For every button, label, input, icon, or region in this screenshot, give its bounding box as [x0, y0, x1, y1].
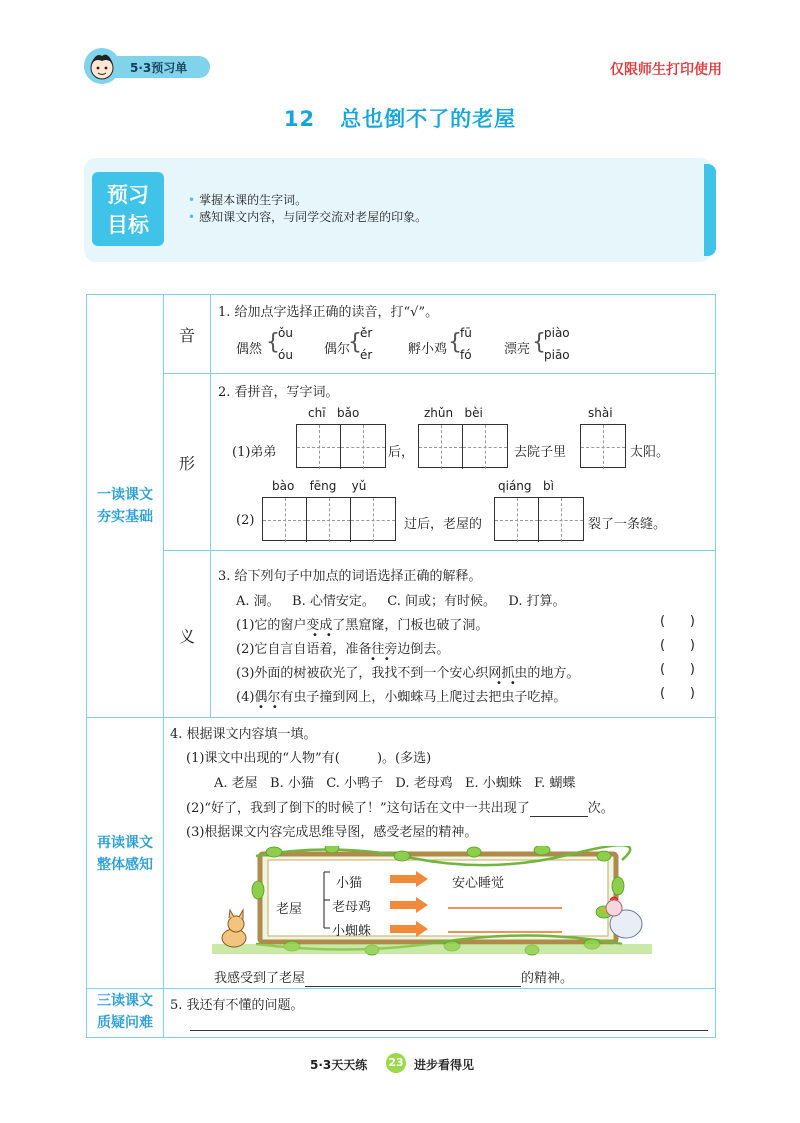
q1-word: 偶尔	[324, 342, 351, 357]
write-square[interactable]	[341, 425, 385, 469]
goal-tag-line2: 目标	[107, 213, 149, 237]
q4-prompt: 4. 根据课文内容填一填。	[170, 727, 317, 742]
q1-opt-b[interactable]: fó	[460, 348, 472, 362]
sub-xing: 形	[178, 454, 195, 473]
q2-pinyin: shài	[588, 406, 613, 420]
goal-item: • 掌握本课的生字词。	[188, 193, 308, 207]
answer-line[interactable]	[190, 1030, 708, 1031]
q2-text: (2)	[236, 513, 255, 528]
q3-sentence: (3)外面的树被砍光了，我找不到一个安心织网抓虫的地方。	[236, 666, 580, 681]
q3-sentence: (2)它自言自语着，准备往旁边倒去。	[236, 642, 450, 657]
q3-sentence: (1)它的窗户变成了黑窟窿，门板也破了洞。	[236, 618, 489, 633]
emphasis-dots: ••	[312, 630, 340, 641]
page-title: 12 总也倒不了的老屋	[283, 107, 517, 131]
q2-pinyin: qiáng bì	[498, 479, 554, 493]
goal-item: • 感知课文内容，与同学交流对老屋的印象。	[188, 210, 428, 224]
sub-yi: 义	[178, 627, 195, 646]
q2-text: 太阳。	[630, 445, 670, 460]
answer-paren[interactable]: ( )	[660, 614, 695, 629]
answer-paren[interactable]: ( )	[660, 686, 695, 701]
write-square[interactable]	[495, 498, 539, 542]
emphasis-dots: ••	[258, 702, 286, 713]
footer-left: 5·3天天练	[310, 1058, 368, 1072]
answer-paren[interactable]: ( )	[660, 662, 695, 677]
q1-opt-a[interactable]: piào	[544, 326, 570, 340]
q1-word: 孵小鸡	[408, 342, 448, 357]
q4-part2: (2)“好了，我到了倒下的时候了！”这句话在文中一共出现了 次。	[186, 801, 614, 816]
goal-tag-line1: 预习	[107, 183, 149, 207]
brand-label: 5·3预习单	[130, 61, 188, 75]
q1-opt-b[interactable]: ér	[360, 348, 373, 362]
q4-part1: (1)课文中出现的“人物”有( )。(多选)	[186, 751, 432, 766]
q1-word: 偶然	[236, 342, 263, 357]
q2-pinyin: zhǔn bèi	[424, 406, 483, 420]
map-cat-result: 安心睡觉	[452, 876, 505, 891]
answer-paren[interactable]: ( )	[660, 638, 695, 653]
q4-feel: 我感受到了老屋 的精神。	[214, 971, 574, 986]
print-note: 仅限师生打印使用	[610, 62, 722, 78]
bullet-icon: •	[188, 193, 196, 207]
goal-tag-text	[97, 180, 159, 240]
answer-blank[interactable]	[530, 801, 588, 817]
q1-opt-a[interactable]: ěr	[360, 326, 373, 340]
footer-right: 进步看得见	[414, 1058, 475, 1072]
write-square[interactable]	[263, 498, 307, 542]
write-box[interactable]	[580, 424, 626, 468]
q1-opt-b[interactable]: piāo	[544, 348, 570, 362]
q1-opt-a[interactable]: ǒu	[278, 326, 293, 340]
q2-text: (1)弟弟	[232, 445, 277, 460]
write-square[interactable]	[419, 425, 463, 469]
answer-blank[interactable]	[305, 971, 521, 987]
q3-options: A. 洞。 B. 心情安定。 C. 间或；有时候。 D. 打算。	[236, 594, 566, 609]
goal-panel-edge	[704, 164, 716, 256]
map-root: 老屋	[276, 902, 303, 917]
q2-text: 裂了一条缝。	[588, 517, 667, 532]
section-read2-label: 再读课文 整体感知	[97, 835, 153, 873]
brace-icon: {	[448, 330, 462, 355]
q2-pinyin: bào fēng yǔ	[272, 479, 367, 493]
q2-pinyin: chī bǎo	[308, 406, 360, 420]
brace-icon: {	[266, 330, 280, 355]
arrow-icon	[390, 871, 428, 937]
section-read3-label: 三读课文 质疑问难	[97, 993, 153, 1031]
goal-list	[188, 192, 427, 226]
page-number: 23	[386, 1053, 406, 1073]
map-hen: 老母鸡	[332, 900, 372, 915]
write-square[interactable]	[297, 425, 341, 469]
write-square[interactable]	[463, 425, 507, 469]
sub-yin: 音	[178, 326, 195, 345]
cat-icon	[222, 910, 246, 947]
write-square[interactable]	[581, 425, 625, 469]
map-spider: 小蜘蛛	[332, 924, 372, 939]
q3-sentence: (4)偶尔有虫子撞到网上，小蜘蛛马上爬过去把虫子吃掉。	[236, 690, 567, 705]
q1-opt-a[interactable]: fū	[460, 326, 472, 340]
emphasis-dots: ••	[496, 678, 524, 689]
brace-icon: {	[348, 330, 362, 355]
mascot-icon	[82, 46, 124, 86]
q3-prompt: 3. 给下列句子中加点的词语选择正确的解释。	[218, 569, 482, 584]
section-read1-label: 一读课文 夯实基础	[97, 487, 153, 525]
q1-items	[236, 326, 686, 366]
q2-text: 过后，老屋的	[404, 517, 483, 532]
write-box[interactable]	[262, 497, 396, 541]
q2-text: 去院子里	[514, 445, 567, 460]
q1-opt-b[interactable]: óu	[278, 348, 293, 362]
q4-part1-options: A. 老屋 B. 小猫 C. 小鸭子 D. 老母鸡 E. 小蜘蛛 F. 蝴蝶	[214, 776, 576, 791]
emphasis-dots: ••	[370, 654, 398, 665]
q2-text: 后，	[388, 445, 415, 460]
brace-icon: {	[532, 330, 546, 355]
write-box[interactable]	[418, 424, 508, 468]
q5-prompt: 5. 我还有不懂的问题。	[170, 998, 304, 1013]
write-square[interactable]	[351, 498, 395, 542]
q1-word: 漂亮	[504, 342, 531, 357]
map-cat: 小猫	[336, 876, 363, 891]
write-box[interactable]	[296, 424, 386, 468]
write-square[interactable]	[539, 498, 583, 542]
bullet-icon: •	[188, 210, 196, 224]
q4-part3: (3)根据课文内容完成思维导图，感受老屋的精神。	[186, 825, 478, 840]
q1-prompt: 1. 给加点字选择正确的读音，打“√”。	[218, 305, 439, 320]
write-square[interactable]	[307, 498, 351, 542]
q2-prompt: 2. 看拼音，写字词。	[218, 385, 339, 400]
write-box[interactable]	[494, 497, 584, 541]
